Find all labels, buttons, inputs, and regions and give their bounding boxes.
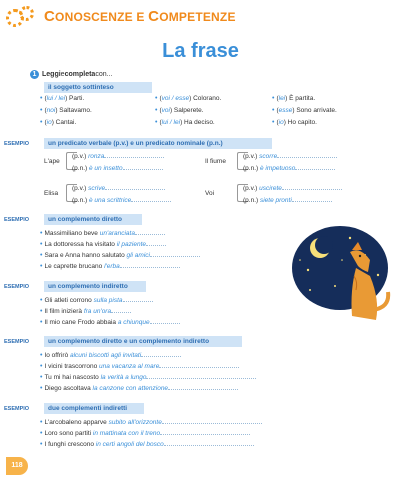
answer-line xyxy=(105,182,165,190)
answer-line xyxy=(292,194,332,202)
pv-line: (p.v.) ronza xyxy=(72,150,164,160)
predicate-subject: Il fiume xyxy=(205,158,226,165)
sentence-item: • Il film inizierà fra un'ora xyxy=(40,305,131,315)
dog-howling-illustration xyxy=(290,220,395,330)
pn-line: (p.n.) siete pronti xyxy=(243,194,332,204)
answer-line xyxy=(168,382,238,390)
answer-line xyxy=(141,349,181,357)
bullet-icon: • xyxy=(40,252,43,259)
answer-text[interactable]: in mattinata con il treno xyxy=(92,430,161,437)
subject-item: • (lui / lei) Parti. xyxy=(40,95,85,102)
answer-text[interactable]: la verità a lungo xyxy=(100,374,147,381)
bullet-icon: • xyxy=(40,230,43,237)
answer-text[interactable]: lui / lei xyxy=(161,119,181,126)
bullet-icon: • xyxy=(40,430,43,437)
subject-item: • (lui / lei) Ha deciso. xyxy=(155,119,215,126)
answer-line xyxy=(282,182,342,190)
bullet-icon: • xyxy=(155,119,158,126)
answer-text[interactable]: a chiunque xyxy=(117,319,150,326)
sentence-item: • Loro sono partiti in mattinata con il treno xyxy=(40,427,250,437)
answer-text[interactable]: io xyxy=(278,119,284,126)
answer-text[interactable]: lei xyxy=(278,95,286,102)
sentence-item: • Il mio cane Frodo abbaia a chiunque xyxy=(40,316,180,326)
section-label-indirect: un complemento indiretto xyxy=(44,281,146,292)
sentence-item: • Le caprette brucano l'erba xyxy=(40,260,180,270)
subject-item: • (voi / esse) Colorano. xyxy=(155,95,222,102)
answer-line xyxy=(150,249,200,257)
answer-text[interactable]: una vacanza al mare xyxy=(99,363,160,370)
bullet-icon: • xyxy=(40,95,43,102)
bullet-icon: • xyxy=(40,107,43,114)
answer-line xyxy=(150,316,180,324)
pv-line: (p.v.) scrive xyxy=(72,182,165,192)
pv-line: (p.v.) scorre xyxy=(243,150,337,160)
pv-answer[interactable]: scorre xyxy=(259,153,278,160)
answer-line xyxy=(146,371,256,379)
answer-text[interactable]: lui / lei xyxy=(46,95,66,102)
answer-text[interactable]: la canzone con attenzione xyxy=(92,385,169,392)
header-title: CONOSCENZE E COMPETENZE xyxy=(44,7,236,25)
sentence-item: • Io offrirò alcuni biscotti agli invitati xyxy=(40,349,181,359)
answer-text[interactable]: fra un'ora xyxy=(83,308,112,315)
night-sky-icon xyxy=(290,220,395,330)
answer-line xyxy=(111,305,131,313)
bullet-icon: • xyxy=(40,319,43,326)
bullet-icon: • xyxy=(272,95,275,102)
pv-line: (p.v.) uscirete xyxy=(243,182,342,192)
exercise-number: 1 xyxy=(30,70,39,79)
pv-answer[interactable]: uscirete xyxy=(259,185,282,192)
answer-text[interactable]: voi xyxy=(161,107,170,114)
gears-icon xyxy=(4,6,44,26)
answer-text[interactable]: voi / esse xyxy=(161,95,190,102)
answer-text[interactable]: il paziente xyxy=(116,241,146,248)
section-label-direct: un complemento diretto xyxy=(44,214,142,225)
answer-line xyxy=(277,150,337,158)
bullet-icon: • xyxy=(40,363,43,370)
exercise-instruction: 1 Leggi e completa con... xyxy=(30,70,112,79)
sentence-item: • Gli atleti corrono sulla pista xyxy=(40,294,153,304)
subject-item: • (lei) È partita. xyxy=(272,95,316,102)
answer-text[interactable]: esse xyxy=(278,107,293,114)
answer-line xyxy=(104,150,164,158)
answer-line xyxy=(131,194,171,202)
sentence-item: • L'arcobaleno apparve subito all'orizzonte xyxy=(40,416,262,426)
answer-text[interactable]: noi xyxy=(46,107,56,114)
bullet-icon: • xyxy=(272,107,275,114)
answer-line xyxy=(164,438,254,446)
bullet-icon: • xyxy=(40,441,43,448)
bullet-icon: • xyxy=(40,297,43,304)
answer-line xyxy=(295,162,335,170)
bullet-icon: • xyxy=(40,385,43,392)
subject-item: • (io) Ho capito. xyxy=(272,119,317,126)
section-label-two-indirect: due complementi indiretti xyxy=(44,403,144,414)
subject-item: • (noi) Saltavamo. xyxy=(40,107,92,114)
answer-text[interactable]: sulla pista xyxy=(93,297,123,304)
sentence-item: • I vicini trascorrono una vacanza al mare xyxy=(40,360,239,370)
answer-line xyxy=(120,260,180,268)
predicate-subject: L'ape xyxy=(44,158,60,165)
sentence-item: • I funghi crescono in certi angoli del bosco xyxy=(40,438,254,448)
pn-line: (p.n.) è una scrittrice xyxy=(72,194,171,204)
answer-line xyxy=(162,416,262,424)
answer-line xyxy=(159,360,239,368)
pn-line: (p.n.) è un insetto xyxy=(72,162,163,172)
subject-item: • (io) Cantai. xyxy=(40,119,77,126)
pv-answer[interactable]: scrive xyxy=(88,185,106,192)
answer-line xyxy=(123,162,163,170)
bullet-icon: • xyxy=(40,374,43,381)
answer-line xyxy=(123,294,153,302)
sentence-item: • Sara e Anna hanno salutato gli amici xyxy=(40,249,200,259)
sentence-item: • La dottoressa ha visitato il paziente xyxy=(40,238,166,248)
section-label-both: un complemento diretto e un complemento indiretto xyxy=(44,336,242,347)
section-label-subject: il soggetto sottinteso xyxy=(44,82,152,93)
answer-line xyxy=(146,238,166,246)
page-number: 118 xyxy=(6,457,28,475)
section-header xyxy=(4,6,236,26)
bullet-icon: • xyxy=(40,308,43,315)
sentence-item: • Diego ascoltava la canzone con attenzione xyxy=(40,382,238,392)
answer-text[interactable]: alcuni biscotti agli invitati xyxy=(69,352,142,359)
answer-text[interactable]: subito all'orizzonte xyxy=(108,419,162,426)
section-label-predicate: un predicato verbale (p.v.) e un predicato nominale (p.n.) xyxy=(44,138,272,149)
answer-text[interactable]: io xyxy=(46,119,52,126)
pn-answer[interactable]: siete pronti xyxy=(259,197,292,204)
predicate-subject: Elisa xyxy=(44,190,59,197)
bullet-icon: • xyxy=(40,352,43,359)
bullet-icon: • xyxy=(155,95,158,102)
bullet-icon: • xyxy=(40,419,43,426)
pn-line: (p.n.) è impetuoso xyxy=(243,162,335,172)
esempio-label: ESEMPIO xyxy=(4,141,30,147)
pn-answer[interactable]: è impetuoso xyxy=(259,165,296,172)
answer-text[interactable]: gli amici xyxy=(126,252,150,259)
bullet-icon: • xyxy=(40,119,43,126)
pn-answer[interactable]: è una scrittrice xyxy=(88,197,132,204)
predicate-subject: Voi xyxy=(205,190,215,197)
esempio-label: ESEMPIO xyxy=(4,217,30,223)
answer-text[interactable]: in certi angoli del bosco xyxy=(95,441,164,448)
answer-text[interactable]: l'erba xyxy=(104,263,120,270)
bullet-icon: • xyxy=(40,263,43,270)
answer-line xyxy=(160,427,250,435)
bullet-icon: • xyxy=(272,119,275,126)
sentence-item: • Tu mi hai nascosto la verità a lungo xyxy=(40,371,256,381)
bullet-icon: • xyxy=(40,241,43,248)
page-title: La frase xyxy=(162,40,239,62)
subject-item: • (voi) Salperete. xyxy=(155,107,204,114)
esempio-label: ESEMPIO xyxy=(4,284,30,290)
pn-answer[interactable]: è un insetto xyxy=(88,165,123,172)
subject-item: • (esse) Sono arrivate. xyxy=(272,107,337,114)
esempio-label: ESEMPIO xyxy=(4,406,30,412)
sentence-item: • Massimiliano beve un'aranciata xyxy=(40,227,165,237)
answer-line xyxy=(135,227,165,235)
pv-answer[interactable]: ronza xyxy=(88,153,105,160)
answer-text[interactable]: un'aranciata xyxy=(99,230,135,237)
bullet-icon: • xyxy=(155,107,158,114)
esempio-label: ESEMPIO xyxy=(4,339,30,345)
